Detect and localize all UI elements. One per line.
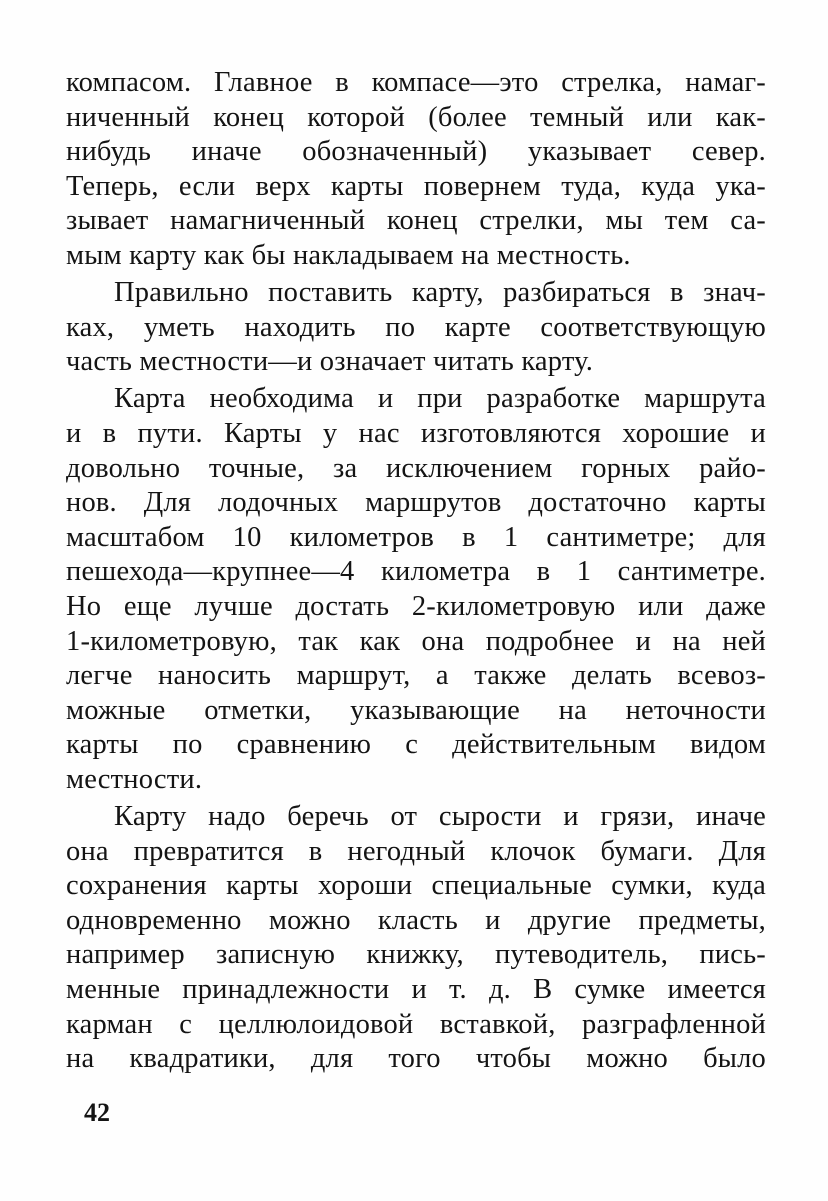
text-line: местности. xyxy=(66,763,203,795)
text-line: одновременно можно класть и другие предметы, xyxy=(66,904,766,936)
text-line: нов. Для лодочных маршрутов достаточно карты xyxy=(66,487,766,519)
body-text xyxy=(66,66,766,1077)
text-line: зывает намагниченный конец стрелки, мы тем са- xyxy=(66,205,766,237)
text-line: довольно точные, за исключением горных райо- xyxy=(66,452,766,484)
text-line: например записную книжку, путеводитель, пись- xyxy=(66,939,766,971)
text-line: компасом. Главное в компасе—это стрелка, намаг- xyxy=(66,67,766,98)
text-line: Правильно поставить карту, разбираться в знач- xyxy=(114,277,766,309)
text-line: на квадратики, для того чтобы можно было xyxy=(66,1043,766,1075)
text-line: ниченный конец которой (более темный или как- xyxy=(66,101,766,133)
text-line: часть местности—и означает читать карту. xyxy=(66,346,594,378)
text-line: карты по сравнению с действительным видом xyxy=(66,729,766,761)
text-line: можные отметки, указывающие на неточности xyxy=(66,694,766,726)
text-line: Но еще лучше достать 2-километровую или даже xyxy=(66,590,766,622)
text-line: масштабом 10 километров в 1 сантиметре; для xyxy=(66,521,766,553)
page-number: 42 xyxy=(84,1098,110,1127)
text-line: карман с целлюлоидовой вставкой, разграфленной xyxy=(66,1008,766,1040)
text-line: нибудь иначе обозначенный) указывает север. xyxy=(66,136,766,168)
text-line: Карту надо беречь от сырости и грязи, иначе xyxy=(114,800,766,832)
text-line: пешехода—крупнее—4 километра в 1 сантиметре. xyxy=(66,556,766,588)
text-line: мым карту как бы накладываем на местность. xyxy=(66,239,631,271)
text-line: она превратится в негодный клочок бумаги. Для xyxy=(66,835,766,867)
text-line: Карта необходима и при разработке маршрута xyxy=(114,383,766,415)
text-line: и в пути. Карты у нас изготовляются хорошие и xyxy=(66,417,766,449)
text-line: Теперь, если верх карты повернем туда, куда ука- xyxy=(66,170,766,202)
text-line: 1-километровую, так как она подробнее и на ней xyxy=(66,625,766,657)
text-line: ках, уметь находить по карте соответствующую xyxy=(66,311,766,343)
text-line: легче наносить маршрут, а также делать всевоз- xyxy=(66,660,766,692)
text-line: сохранения карты хороши специальные сумки, куда xyxy=(66,870,766,902)
text-line: менные принадлежности и т. д. В сумке имеется xyxy=(66,973,766,1005)
